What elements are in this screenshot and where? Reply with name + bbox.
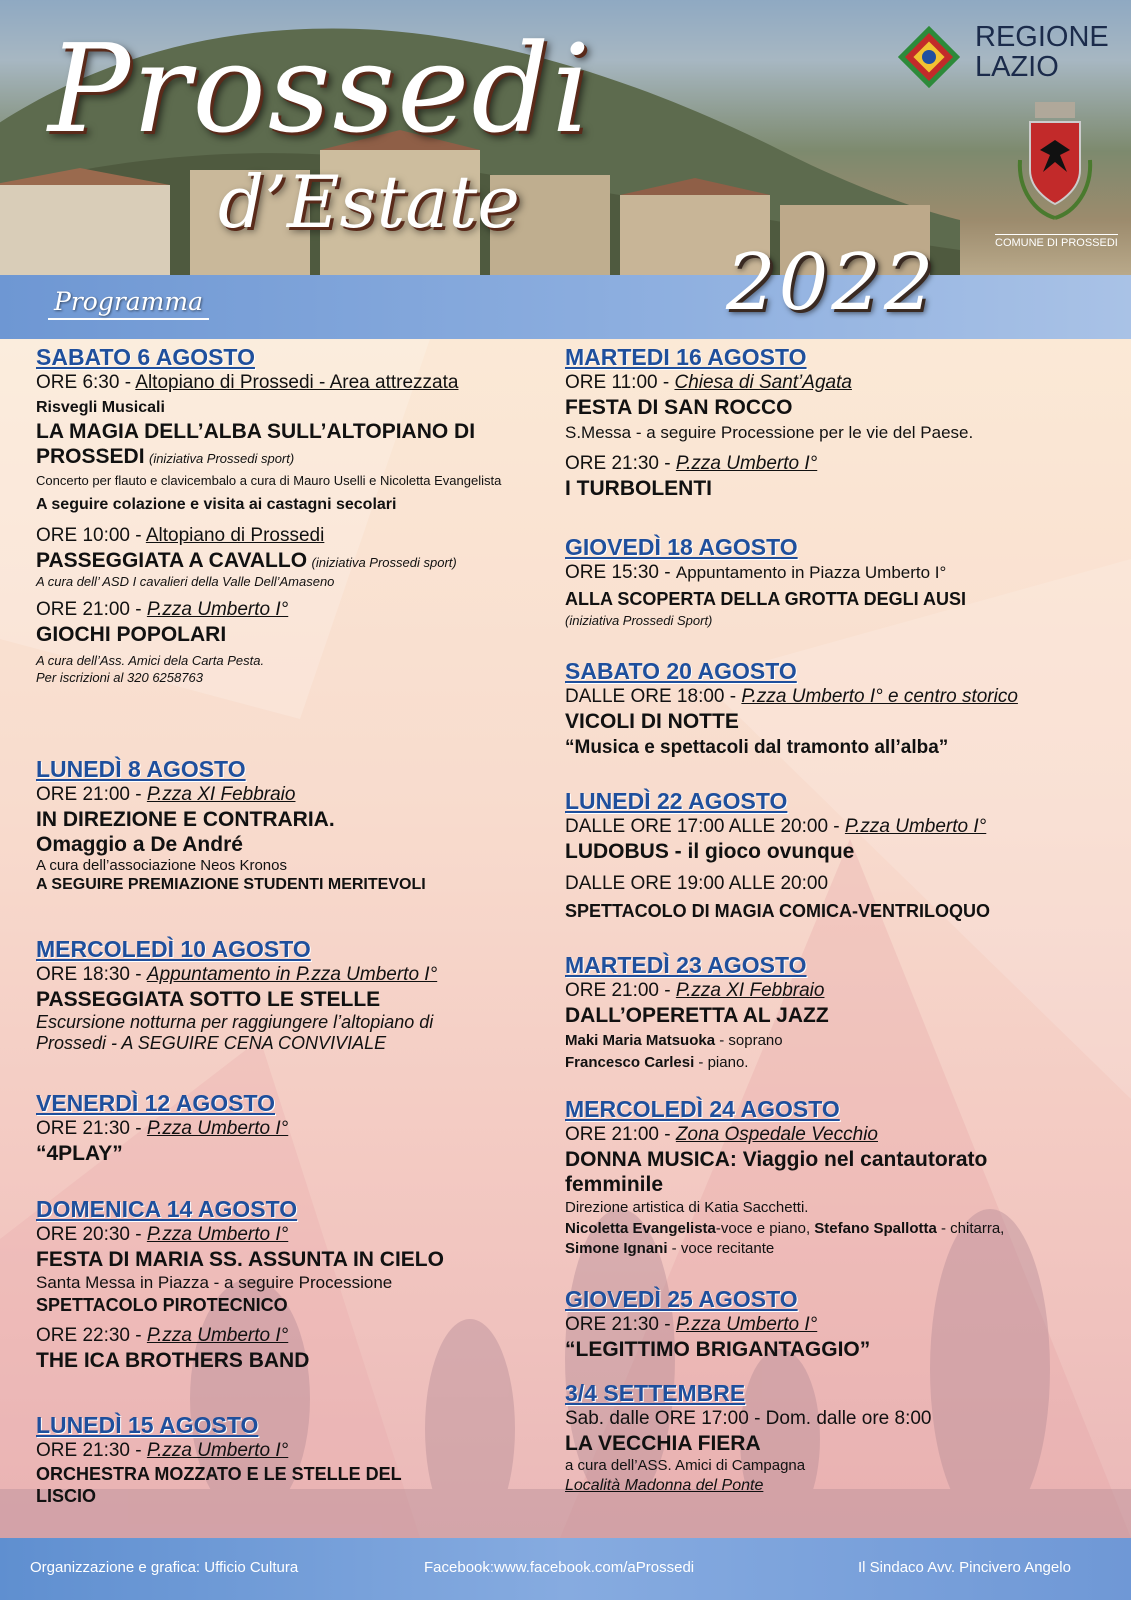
event-mercoledi-10: [36, 935, 437, 1054]
event-day: GIOVEDÌ 25 AGOSTO: [565, 1286, 798, 1312]
event-lunedi-15: [36, 1411, 402, 1507]
event-title: IN DIREZIONE E CONTRARIA.: [36, 808, 335, 831]
footer-sindaco: Il Sindaco Avv. Pincivero Angelo: [858, 1559, 1071, 1576]
event-description: Direzione artistica di Katia Sacchetti.: [565, 1199, 809, 1216]
program-content: [0, 339, 1131, 1538]
event-giovedi-25: [565, 1285, 870, 1362]
event-title: LA VECCHIA FIERA: [565, 1432, 761, 1455]
event-description: A cura dell’Ass. Amici dela Carta Pesta.: [36, 653, 265, 668]
event-description: A cura dell’associazione Neos Kronos: [36, 857, 287, 874]
event-title: THE ICA BROTHERS BAND: [36, 1349, 310, 1372]
footer: [0, 1538, 1131, 1600]
event-mercoledi-24: [565, 1095, 1004, 1259]
event-time: ORE 21:00 - P.zza XI Febbraio: [36, 784, 296, 805]
event-day: GIOVEDÌ 18 AGOSTO: [565, 534, 798, 560]
event-title: SPETTACOLO DI MAGIA COMICA-VENTRILOQUO: [565, 901, 990, 921]
event-description: Per iscrizioni al 320 6258763: [36, 670, 203, 685]
programma-label: Programma: [48, 285, 209, 320]
event-time: ORE 15:30 - Appuntamento in Piazza Umberto I°: [565, 562, 947, 583]
event-day: MARTEDÌ 23 AGOSTO: [565, 952, 807, 978]
event-title: femminile: [565, 1173, 664, 1196]
event-time: ORE 11:00 - Chiesa di Sant’Agata: [565, 372, 852, 393]
event-day: LUNEDÌ 8 AGOSTO: [36, 756, 246, 782]
event-day: SABATO 6 AGOSTO: [36, 344, 255, 370]
event-performer: Maki Maria Matsuoka - soprano: [565, 1032, 783, 1049]
event-title: LUDOBUS - il gioco ovunque: [565, 840, 855, 863]
event-note: (iniziativa Prossedi Sport): [565, 613, 713, 628]
event-time: ORE 6:30 - Altopiano di Prossedi - Area attrezzata: [36, 372, 459, 393]
event-time: ORE 22:30 - P.zza Umberto I°: [36, 1325, 289, 1346]
event-title: GIOCHI POPOLARI: [36, 623, 227, 646]
event-sabato-6: [36, 343, 536, 686]
event-title: DALL’OPERETTA AL JAZZ: [565, 1004, 829, 1027]
event-day: LUNEDÌ 15 AGOSTO: [36, 1412, 259, 1438]
regione-lazio-label: REGIONE LAZIO: [975, 21, 1109, 83]
event-title: “4PLAY”: [36, 1142, 123, 1165]
event-description: a cura dell’ASS. Amici di Campagna: [565, 1457, 806, 1474]
event-title: FESTA DI SAN ROCCO: [565, 396, 793, 419]
event-venerdi-12: [36, 1089, 288, 1166]
comune-label: COMUNE DI PROSSEDI: [995, 234, 1118, 249]
event-day: LUNEDÌ 22 AGOSTO: [565, 788, 788, 814]
event-title: ORCHESTRA MOZZATO E LE STELLE DEL: [36, 1464, 402, 1484]
event-time: DALLE ORE 17:00 ALLE 20:00 - P.zza Umberto I°: [565, 816, 987, 837]
event-description: S.Messa - a seguire Processione per le vie del Paese.: [565, 423, 974, 442]
year-label: 2022: [726, 238, 937, 328]
event-time: DALLE ORE 19:00 ALLE 20:00: [565, 873, 829, 894]
event-description: Santa Messa in Piazza - a seguire Processione: [36, 1273, 393, 1292]
event-performer: Simone Ignani - voce recitante: [565, 1240, 775, 1257]
event-time: ORE 21:00 - P.zza XI Febbraio: [565, 980, 825, 1001]
event-day: SABATO 20 AGOSTO: [565, 658, 797, 684]
event-day: DOMENICA 14 AGOSTO: [36, 1196, 298, 1222]
event-title: I TURBOLENTI: [565, 477, 712, 500]
event-performer: Nicoletta Evangelista-voce e piano, Stefano Spallotta - chitarra,: [565, 1220, 1005, 1237]
event-day: MERCOLEDÌ 10 AGOSTO: [36, 936, 311, 962]
event-description: Concerto per flauto e clavicembalo a cura di Mauro Uselli e Nicoletta Evangelista: [36, 473, 502, 488]
event-time: ORE 21:30 - P.zza Umberto I°: [565, 1314, 818, 1335]
event-title: PASSEGGIATA A CAVALLO (iniziativa Prossedi sport): [36, 549, 457, 572]
event-title: LA MAGIA DELL’ALBA SULL’ALTOPIANO DI: [36, 420, 476, 443]
event-title: PASSEGGIATA SOTTO LE STELLE: [36, 988, 381, 1011]
regione-lazio-logo-icon: [898, 26, 960, 88]
event-subtitle: Risvegli Musicali: [36, 399, 165, 416]
event-time: ORE 21:30 - P.zza Umberto I°: [36, 1118, 289, 1139]
event-title: Omaggio a De André: [36, 833, 243, 856]
event-settembre: [565, 1379, 931, 1496]
event-day: VENERDÌ 12 AGOSTO: [36, 1090, 276, 1116]
event-title: “LEGITTIMO BRIGANTAGGIO”: [565, 1338, 871, 1361]
event-description: Prossedi - A SEGUIRE CENA CONVIVIALE: [36, 1033, 387, 1053]
event-note: A SEGUIRE PREMIAZIONE STUDENTI MERITEVOLI: [36, 876, 426, 893]
event-day: 3/4 SETTEMBRE: [565, 1380, 746, 1406]
comune-crest-icon: [1010, 100, 1100, 230]
event-day: MARTEDI 16 AGOSTO: [565, 344, 807, 370]
event-time: ORE 21:00 - P.zza Umberto I°: [36, 599, 289, 620]
event-title: LISCIO: [36, 1486, 97, 1506]
event-time: DALLE ORE 18:00 - P.zza Umberto I° e centro storico: [565, 686, 1018, 707]
header-banner: [0, 0, 1131, 275]
event-description: Escursione notturna per raggiungere l’altopiano di: [36, 1012, 434, 1032]
event-lunedi-22: [565, 787, 990, 922]
event-time: ORE 21:00 - Zona Ospedale Vecchio: [565, 1124, 878, 1145]
event-time: Sab. dalle ORE 17:00 - Dom. dalle ore 8:00: [565, 1408, 932, 1429]
event-domenica-14: [36, 1195, 444, 1373]
event-title: ALLA SCOPERTA DELLA GROTTA DEGLI AUSI: [565, 589, 966, 609]
event-performer: Francesco Carlesi - piano.: [565, 1054, 749, 1071]
event-time: ORE 18:30 - Appuntamento in P.zza Umberto I°: [36, 964, 438, 985]
event-time: ORE 10:00 - Altopiano di Prossedi: [36, 525, 325, 546]
event-time: ORE 20:30 - P.zza Umberto I°: [36, 1224, 289, 1245]
event-day: MERCOLEDÌ 24 AGOSTO: [565, 1096, 840, 1122]
event-time: ORE 21:30 - P.zza Umberto I°: [36, 1440, 289, 1461]
title-destate: d’Estate: [218, 160, 520, 244]
event-location: Località Madonna del Ponte: [565, 1477, 764, 1494]
event-martedi-16: [565, 343, 973, 501]
event-title: SPETTACOLO PIROTECNICO: [36, 1295, 288, 1315]
event-sabato-20: [565, 657, 1018, 759]
title-prossedi: Prossedi: [48, 18, 593, 160]
event-time: ORE 21:30 - P.zza Umberto I°: [565, 453, 818, 474]
footer-credits: Organizzazione e grafica: Ufficio Cultura: [30, 1559, 299, 1576]
event-note: A seguire colazione e visita ai castagni secolari: [36, 496, 397, 513]
event-martedi-23: [565, 951, 829, 1074]
event-title: FESTA DI MARIA SS. ASSUNTA IN CIELO: [36, 1248, 444, 1271]
event-title: PROSSEDI (iniziativa Prossedi sport): [36, 445, 295, 468]
event-title: VICOLI DI NOTTE: [565, 710, 739, 733]
event-title: DONNA MUSICA: Viaggio nel cantautorato: [565, 1148, 988, 1171]
event-giovedi-18: [565, 533, 966, 628]
event-subtitle: “Musica e spettacoli dal tramonto all’alba”: [565, 737, 949, 758]
event-description: A cura dell’ ASD I cavalieri della Valle Dell’Amaseno: [36, 574, 335, 589]
event-lunedi-8: [36, 755, 426, 896]
footer-facebook-link[interactable]: Facebook:www.facebook.com/aProssedi: [424, 1559, 695, 1576]
